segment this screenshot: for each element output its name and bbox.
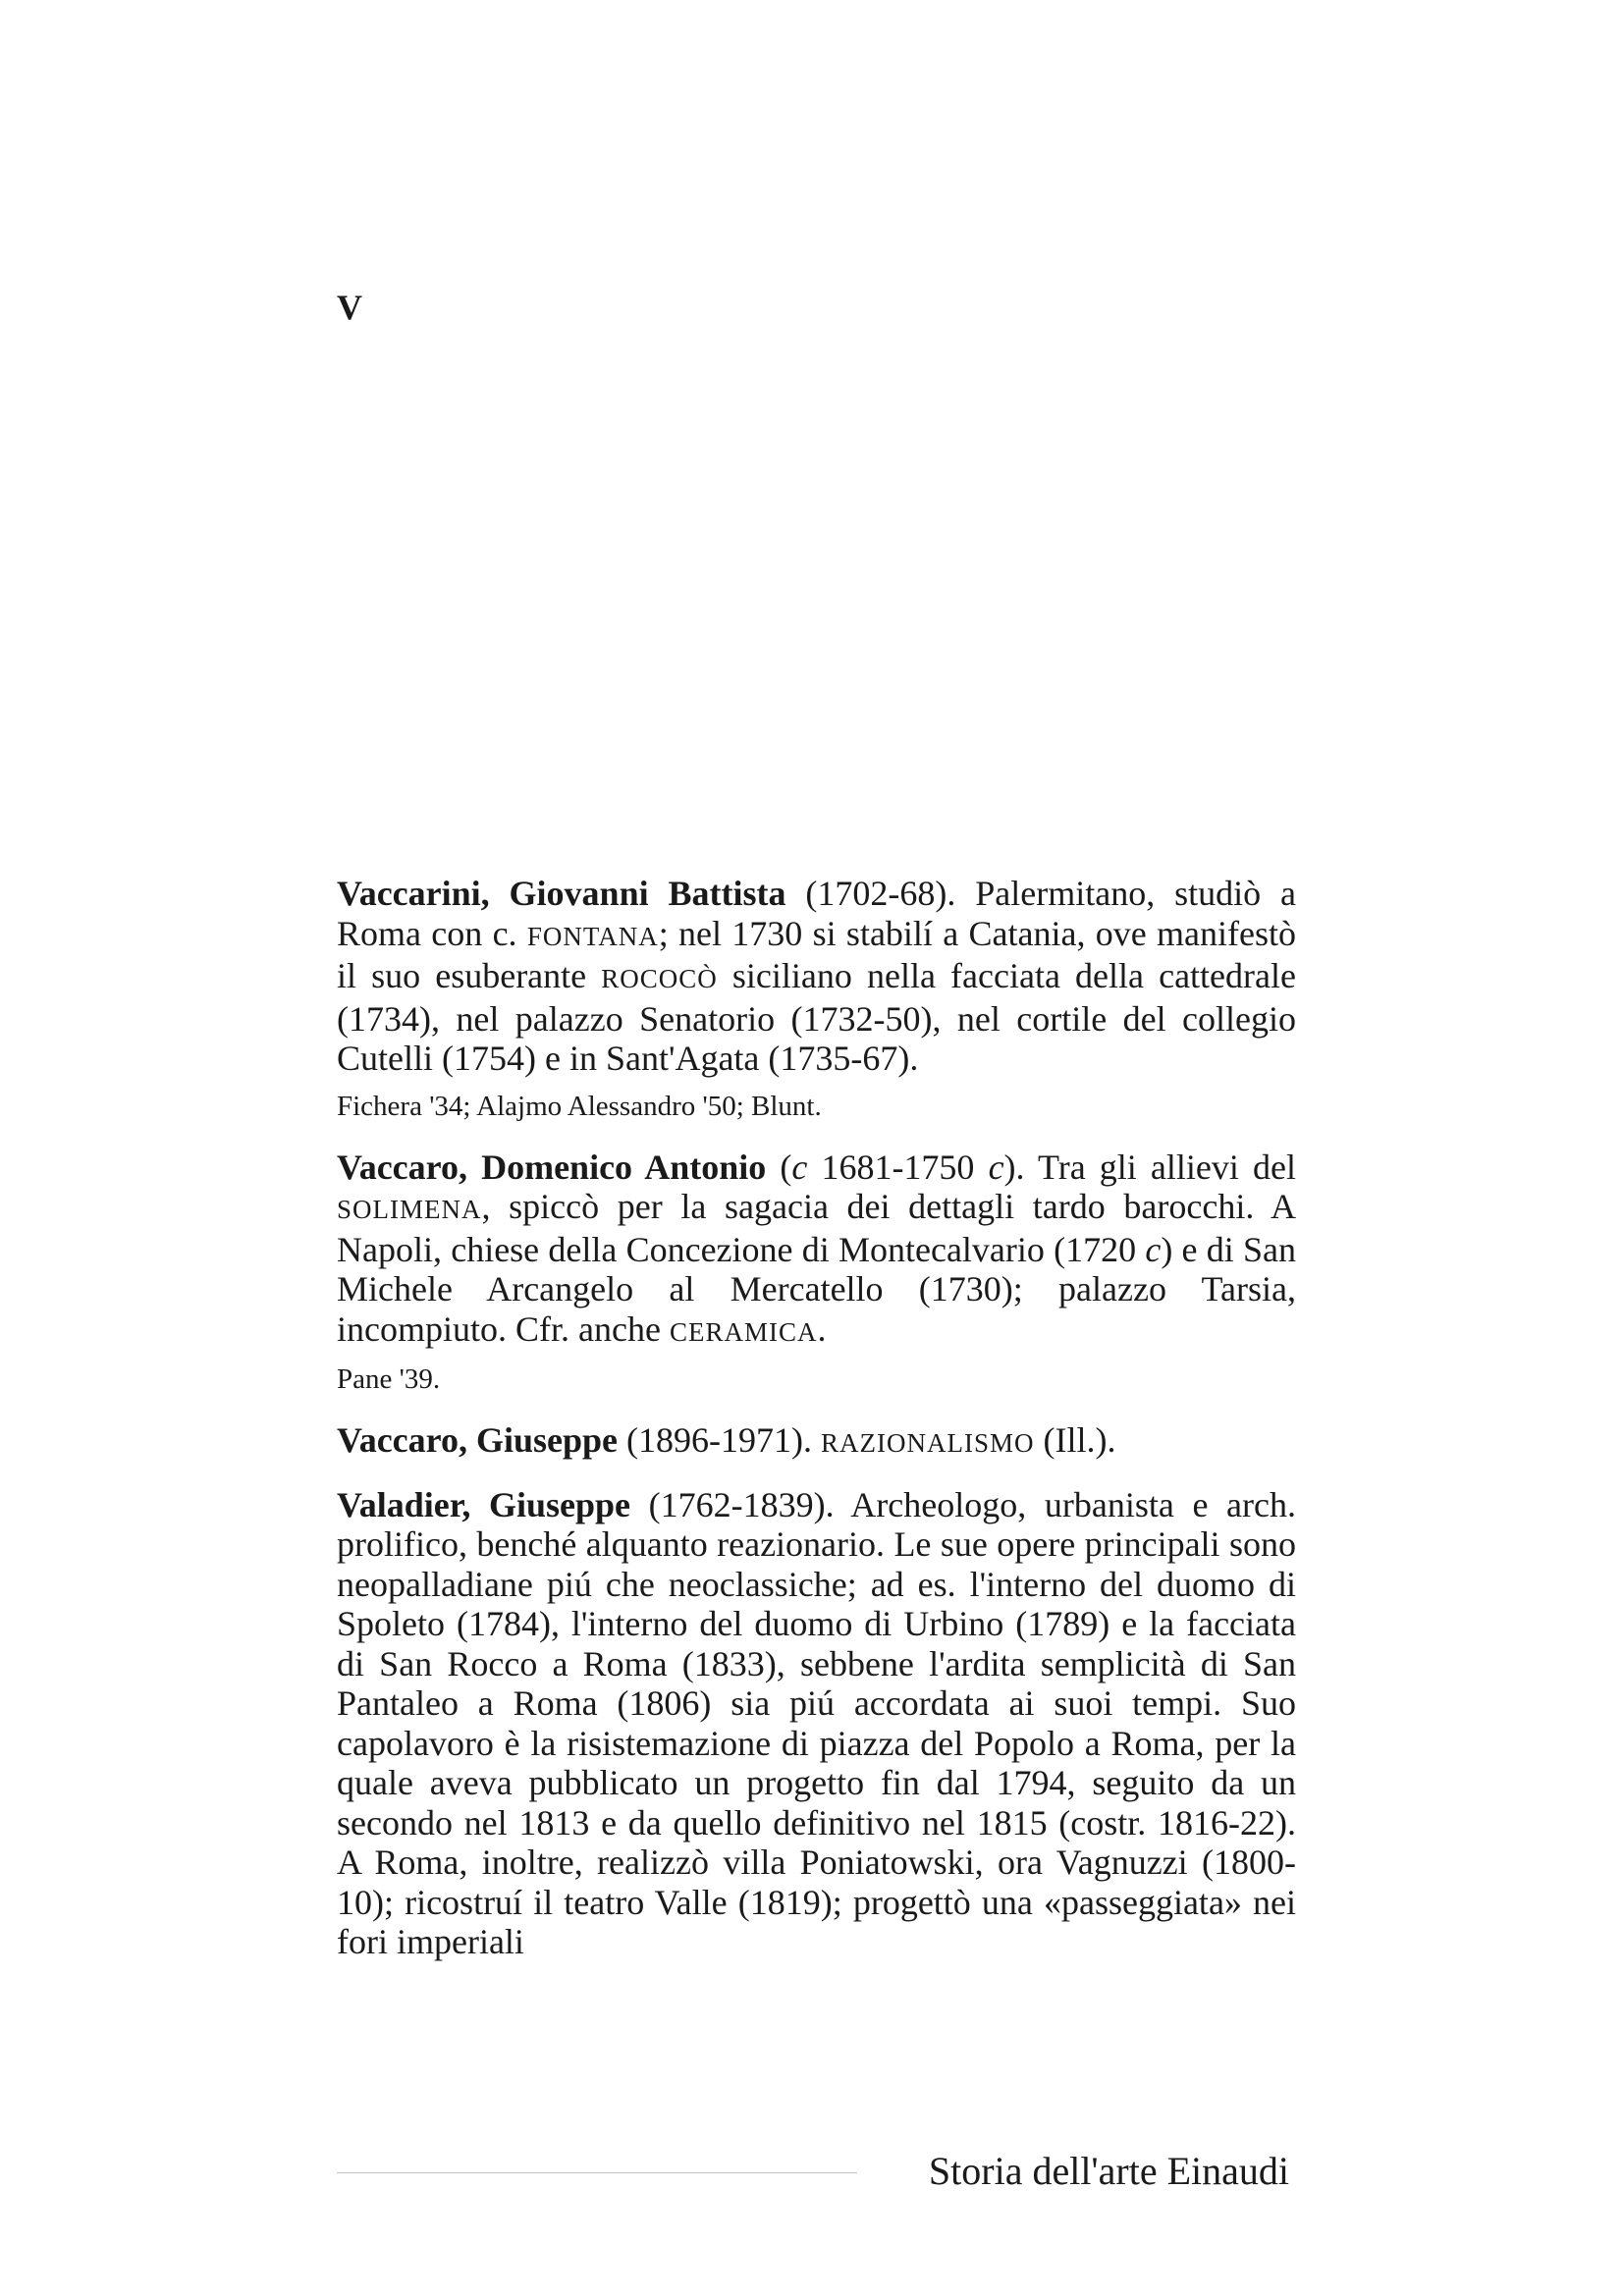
entry-text: ). Tra gli allievi del (1003, 1147, 1296, 1187)
entry-text: (1702-68). Palermitano, studiò a Roma con c. (337, 874, 1296, 953)
cross-reference: RAZIONALISMO (820, 1428, 1035, 1458)
entry-text: ) e di San Michele Arcangelo al Mercatello (1730); palazzo Tarsia, incompiuto. Cfr. anche (337, 1229, 1296, 1349)
footer-rule (337, 2172, 857, 2173)
entry-text: (Ill.). (1034, 1420, 1116, 1460)
entry-vaccaro-giuseppe (337, 1420, 1296, 1464)
footer-publisher: Storia dell'arte Einaudi (928, 2149, 1289, 2193)
entry-text: , spiccò per la sagacia dei dettagli tardo barocchi. A Napoli, chiese della Concezione di Montecalvario (1720 (337, 1187, 1296, 1269)
entry-body (337, 1148, 1296, 1353)
entry-vaccaro-domenico (337, 1148, 1296, 1400)
circa-abbrev: c (1145, 1229, 1162, 1269)
entry-text: (1896-1971). (618, 1420, 821, 1460)
entry-bibliography: Pane '39. (337, 1363, 441, 1395)
cross-reference: CERAMICA (669, 1316, 818, 1347)
entry-vaccarini (337, 874, 1296, 1126)
entry-title-rest: , Giovanni Battista (480, 874, 786, 913)
entry-valadier (337, 1485, 1296, 1962)
cross-reference: FONTANA (526, 921, 659, 951)
cross-reference: SOLIMENA (337, 1195, 482, 1224)
entry-text: ; nel 1730 si stabilí a Catania, ove manifestò il suo esuberante (337, 913, 1297, 995)
circa-abbrev: c (988, 1147, 1004, 1187)
entry-title: Vaccaro, Giuseppe (337, 1420, 619, 1460)
entry-body (337, 874, 1296, 1079)
circa-abbrev: c (791, 1147, 808, 1187)
dictionary-entries (337, 874, 1296, 1984)
entry-body (337, 1420, 1296, 1464)
entry-title: Valadier, Giuseppe (337, 1484, 631, 1524)
entry-bibliography: Fichera '34; Alajmo Alessandro '50; Blunt. (337, 1090, 822, 1122)
entry-text: . (817, 1308, 827, 1349)
entry-title: Vaccarini (337, 874, 481, 913)
section-letter: V (337, 288, 363, 327)
cross-reference: ROCOCÒ (601, 964, 718, 993)
entry-text: 1681-1750 (807, 1147, 989, 1187)
entry-body (337, 1485, 1296, 1962)
entry-text: ( (766, 1147, 792, 1187)
entry-text: (1762-1839). Archeologo, urbanista e arch. prolifico, benché alquanto reazionario. Le sue opere principali sono neopalladiane piú che neoclassiche; ad es. l'interno del duomo di Spoleto (1784), l'interno del duomo di Urbino (1789) e la facciata di San Rocco a Roma (1833), sebbene l'ardita semplicità di San Pantaleo a Roma (1806) sia piú accordata ai suoi tempi. Suo capolavoro è la risistemazione di piazza del Popolo a Roma, per la quale aveva pubblicato un progetto fin dal 1794, seguito da un secondo nel 1813 e da quello definitivo nel 1815 (costr. 1816-22). A Roma, inoltre, realizzò villa Poniatowski, ora Vagnuzzi (1800-10); ricostruí il teatro Valle (1819); progettò una «passeggiata» nei fori imperiali (337, 1484, 1297, 1961)
entry-title: Vaccaro, Domenico Antonio (337, 1147, 767, 1187)
entry-text: siciliano nella facciata della cattedrale (1734), nel palazzo Senatorio (1732-50), nel cortile del collegio Cutelli (1754) e in Sant'Agata (1735-67). (337, 956, 1296, 1078)
